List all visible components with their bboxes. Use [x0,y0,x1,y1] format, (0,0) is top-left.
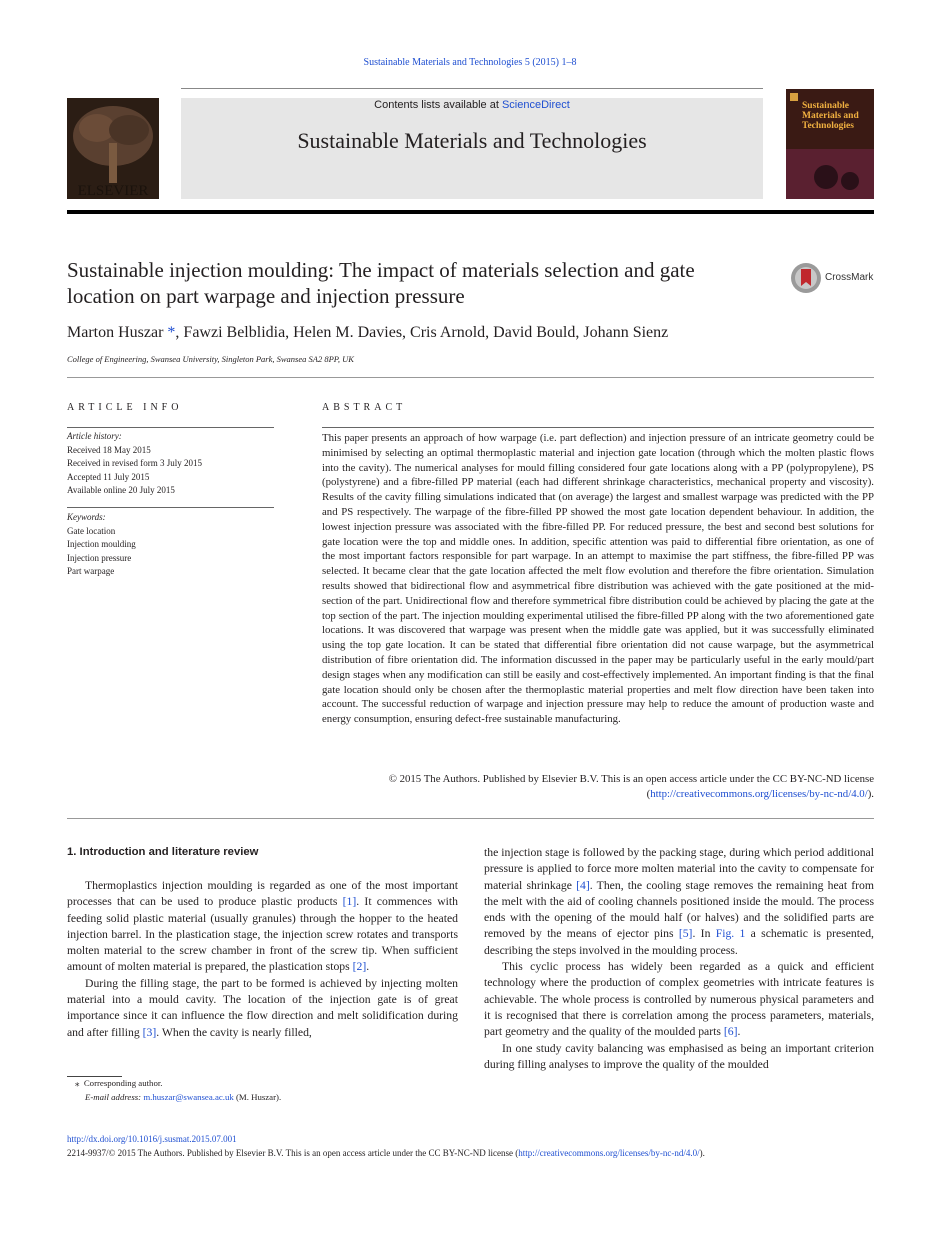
revised-date: Received in revised form 3 July 2015 [67,458,202,468]
header-rule [181,88,763,89]
abstract-text: This paper presents an approach of how warpage (i.e. part deflection) and injection pressure of an intricate geometry could be minimised by selecting an optimal thermoplastic material and injection gate location (through which the molten plastic flows into the cavity). The numerical analyses for mould filling considered four gate locations along with a PP (polypropylene), PS (polystyrene) and a fibre-filled PP material (each had different shrinkage characteristics, mechanical property and viscosity). Results of the cavity filling simulations indicated that (on average) the largest and smallest warpage was predicted with the PP and PS respectively. The warpage of the fibre-filled PP showed the most gate location dependent behaviour. In addition, the lowest injection pressure was associated with the fibre-filled PP. For reduced pressure, the best and second best solutions for gate location were the top and middle ones. In addition, specific attention was paid to differential fibre orientation, as one of the most important factors responsible for part warpage. In an attempt to maximise the part stiffness, the fibre-filled PP was selected. It became clear that the gate location affected the melt flow evolution and therefore the fibre orientation. Simulation results showed that bidirectional flow and asymmetrical fibre distribution was achieved with the gate positioned at the mid-section of the part. Unidirectional flow and therefore symmetrical fibre distribution could be achieved by placing the gate at the top section of the part. The injection moulding experimental utilised the fibre-filled PP along with the two aforementioned gate locations. It was discovered that warpage was present when the middle gate was applied, but it was successfully eliminated using the top gate location. It can be stated that differential fibre orientation did not cause warpage, but the asymmetrical distribution of fibre orientation did. The information discussed in the paper may be particularly useful in the early mould/part design stages when any modification can still be easily and cost-effectively implemented. An important finding is that the final gate location should only be chosen after the thermoplastic material properties and melt flow direction have been taken into account. The successful reduction of warpage and injection pressure may help to reduce the amount of production waste and energy consumption, ensuring defect-free sustainable manufacturing. [322,432,874,726]
paragraph: Thermoplastics injection moulding is regarded as one of the most important processes that can be used to produce plastic products [1]. It commences with feeding solid plastic material (usually granules) through the hopper to the heated injection barrel. In the plastication stage, the injection screw rotates and transports molten material to the screw chamber in front of the screw tip. When sufficient amount of molten material is prepared, the plastication stops [2]. [67,879,458,974]
keyword: Part warpage [67,566,115,576]
author-list [67,324,827,342]
footnote-label: Corresponding author. [83,1078,163,1088]
footnote: ⁎ Corresponding author. E-mail address: m.huszar@swansea.ac.uk (M. Huszar). [75,1078,282,1102]
contents-line [181,99,763,111]
journal-cover[interactable] [786,89,874,199]
publisher-logo-text: ELSEVIER [77,183,149,199]
accepted-date: Accepted 11 July 2015 [67,471,150,482]
license-link[interactable]: http://creativecommons.org/licenses/by-nc-nd/4.0/ [518,1148,700,1158]
history-label: Article history: [67,431,122,441]
paragraph: This cyclic process has widely been regarded as a quick and efficient technology where the production of complex geometries with intricate features is achievable. The whole process is controlled by numerous physical parameters and it is recognised that there is correlation among the process parameters, materials, part geometry and the quality of the moulded parts [6]. [484,960,874,1039]
section-heading: 1. Introduction and literature review [67,846,259,858]
lead-author: Marton Huszar [67,324,168,341]
issn-line: 2214-9937/© 2015 The Authors. Published by Elsevier B.V. This is an open access article under the CC BY-NC-ND license (http://creativecommons.org/licenses/by-nc-nd/4.0/). [67,1148,705,1158]
divider [67,818,874,819]
sciencedirect-link[interactable]: ScienceDirect [501,99,570,111]
email-link[interactable]: m.huszar@swansea.ac.uk [143,1091,234,1102]
body-column-right [484,845,874,1073]
license-link[interactable]: http://creativecommons.org/licenses/by-nc-nd/4.0/ [650,787,868,800]
received-date: Received 18 May 2015 [67,444,151,455]
figure-link[interactable]: Fig. 1 [715,927,746,941]
crossmark-badge[interactable] [790,261,874,295]
journal-reference[interactable]: Sustainable Materials and Technologies 5 (2015) 1–8 [363,57,577,68]
citation-link[interactable]: [4] [576,878,590,892]
article-title: Sustainable injection moulding: The impact of materials selection and gate location on part warpage and injection pressure [67,258,695,308]
paragraph: During the filling stage, the part to be formed is achieved by injecting molten material into a mould cavity. The location of the injection gate is of great importance since it can influence the flow direction and melt solidification during and after filling [3]. When the cavity is nearly filled, [67,976,458,1039]
article-info-heading: ARTICLE INFO [67,402,183,413]
cover-title: Sustainable Materials and Technologies [802,101,859,131]
elsevier-logo [67,98,159,199]
citation-link[interactable]: [1] [342,895,357,909]
keyword: Injection moulding [67,539,136,549]
keyword: Injection pressure [67,552,132,563]
header-thick-rule [67,210,874,214]
article-info-rule [67,427,274,428]
paragraph: In one study cavity balancing was emphasised as being an important criterion during filling analyses to improve the quality of the moulded [484,1041,874,1071]
citation-link[interactable]: [6] [723,1025,738,1039]
contents-prefix: Contents lists available at [374,99,502,111]
abstract-copyright [322,772,874,802]
citation-link[interactable]: [2] [352,960,367,974]
citation-link[interactable]: [3] [142,1025,157,1039]
footnote-mark: ⁎ [75,1078,80,1088]
article-history [67,430,274,498]
paragraph: the injection stage is followed by the packing stage, during which period additional pressure is applied to force more molten material into the cavity to compensate for material shrinkage [4]. Then, the cooling stage removes the remaining heat from the melt with the aid of cooling channels positioned inside the mould. The process ends with the opening of the mould half (or halves) and the solidified parts are removed by the means of ejector pins [5]. In Fig. 1 a schematic is presented, describing the steps involved in the moulding process. [484,846,874,957]
divider [67,377,874,378]
online-date: Available online 20 July 2015 [67,485,175,495]
citation-link[interactable]: [5] [678,927,693,941]
tree-logo-icon [67,98,159,199]
copyright-text: © 2015 The Authors. Published by Elsevier B.V. This is an open access article under the CC BY-NC-ND license [388,773,874,785]
affiliation: College of Engineering, Swansea University, Singleton Park, Swansea SA2 8PP, UK [67,354,354,364]
body-column-left [67,878,458,1041]
keywords [67,511,274,579]
abstract-heading: ABSTRACT [322,402,407,413]
keyword: Gate location [67,525,116,536]
other-authors: , Fawzi Belblidia, Helen M. Davies, Cris Arnold, David Bould, Johann Sienz [175,324,669,341]
license-line: (http://creativecommons.org/licenses/by-nc-nd/4.0/). [646,787,874,800]
crossmark-icon [790,261,824,295]
journal-title: Sustainable Materials and Technologies [297,128,647,153]
crossmark-label: CrossMark [825,272,874,283]
email-label: E-mail address: [85,1091,144,1102]
keywords-label: Keywords: [67,512,106,522]
keywords-rule [67,507,274,508]
doi-link[interactable]: http://dx.doi.org/10.1016/j.susmat.2015.07.001 [67,1134,237,1144]
abstract-rule [322,427,874,428]
corresponding-author-mark[interactable]: * [167,324,176,341]
